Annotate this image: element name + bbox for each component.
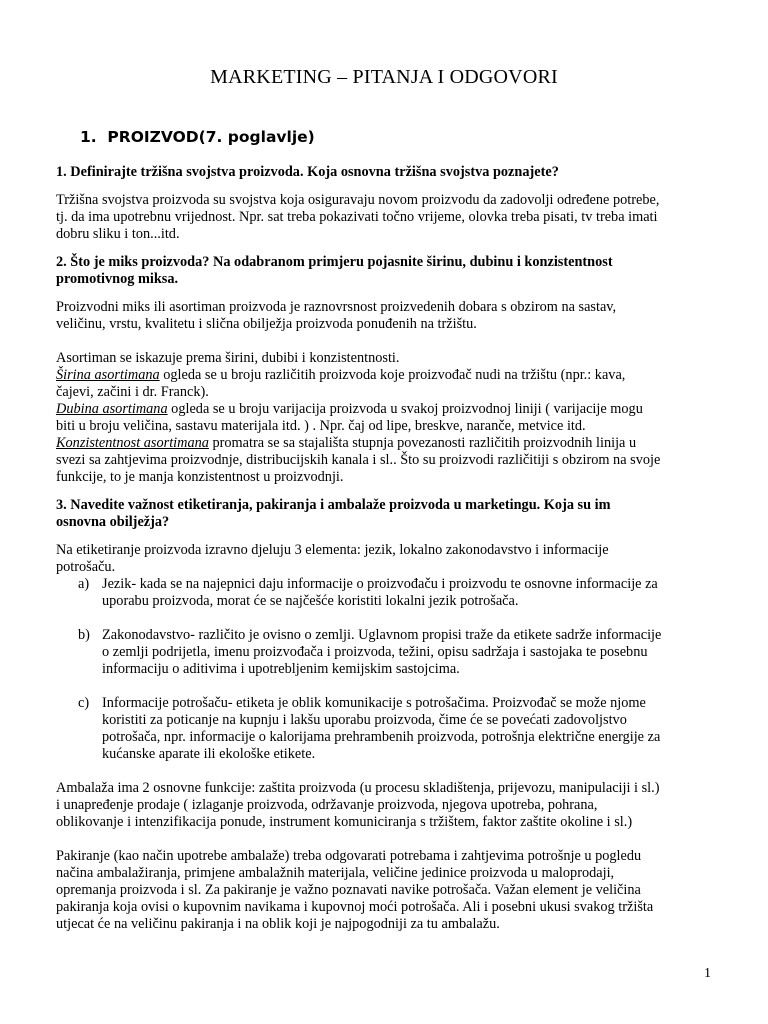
packaging-paragraph <box>56 780 720 831</box>
chapter-heading <box>80 128 315 146</box>
text-fragment: ogleda se u broju varijacija proizvoda u svakoj proizvodnoj liniji ( varijacije mogu <box>167 401 643 417</box>
page-number: 1 <box>704 966 711 981</box>
text-line: načina ambalažiranja, primjene ambalažnih materijala, veličine jedinice proizvoda u maloprodaji, <box>56 865 615 881</box>
text-line: Informacije potrošaču- etiketa je oblik komunikacije s potrošačima. Proizvođač se može njome <box>102 695 646 711</box>
question-2 <box>56 254 720 288</box>
list-item <box>56 627 720 678</box>
text-line: koristiti za poticanje na kupnju i lakšu uporabu proizvoda, čime će se povećati zadovoljstvo <box>102 712 627 728</box>
assortment-width <box>56 367 720 384</box>
assortment-consistency <box>56 435 720 452</box>
text-line: Na etiketiranje proizvoda izravno djeluju 3 elementa: jezik, lokalno zakonodavstvo i informacije <box>56 542 609 558</box>
answer-2-assortment <box>56 350 720 486</box>
text-line: i unapređenje prodaje ( izlaganje proizvoda, održavanje proizvoda, njegova upotreba, pohrana, <box>56 797 598 813</box>
text-line: utjecat će na veličinu pakiranja i na oblik koji je najpogodniji za tu ambalažu. <box>56 916 500 932</box>
text-line: oblikovanje i intenzifikacija ponude, instrument komuniciranja s tržištem, faktor zaštite okoline i sl.) <box>56 814 633 830</box>
text-line: Zakonodavstvo- različito je ovisno o zemlji. Uglavnom propisi traže da etikete sadrže informacije <box>102 627 662 643</box>
chapter-label: PROIZVOD(7. poglavlje) <box>107 128 315 146</box>
text-line: čajevi, začini i dr. Franck). <box>56 384 209 400</box>
list-marker: a) <box>78 576 90 592</box>
text-fragment: promatra se sa stajališta stupnja povezanosti različitih proizvodnih linija u <box>208 435 637 451</box>
question-1: 1. Definirajte tržišna svojstva proizvoda. Koja osnovna tržišna svojstva poznajete? <box>56 164 559 180</box>
document-title: MARKETING – PITANJA I ODGOVORI <box>210 66 558 88</box>
text-line: informaciju o aditivima i upotrebljenim kemijskim sastojcima. <box>102 661 460 677</box>
text-line: potrošaču. <box>56 559 116 575</box>
question-3 <box>56 497 720 531</box>
text-line: uporabu proizvoda, morat će se najčešće koristiti lokalni jezik potrošača. <box>102 593 519 609</box>
text-line: svezi sa zahtjevima proizvodnje, distribucijskih kanala i sl.. Što su proizvodi različitiji s obzirom na svoje <box>56 452 661 468</box>
text-line: kućanske aparate ili ekološke etikete. <box>102 746 316 762</box>
text-line: Tržišna svojstva proizvoda su svojstva koja osiguravaju novom proizvodu da zadovolji određene potrebe, <box>56 192 660 208</box>
list-marker: c) <box>78 695 90 711</box>
text-line: Pakiranje (kao način upotrebe ambalaže) treba odgovarati potrebama i zahtjevima potrošnje u pogledu <box>56 848 642 864</box>
text-line: promotivnog miksa. <box>56 271 179 287</box>
text-line: dobru sliku i ton...itd. <box>56 226 180 242</box>
text-line: o zemlji podrijetla, imenu proizvođača i proizvoda, težini, opisu sadržaja i sastojaka te posebnu <box>102 644 648 660</box>
text-line: Asortiman se iskazuje prema širini, dubibi i konzistentnosti. <box>56 350 400 366</box>
text-line: Jezik- kada se na najepnici daju informacije o proizvođaču i proizvodu te osnovne informacije za <box>102 576 658 592</box>
chapter-number: 1. <box>80 128 97 146</box>
text-line: veličinu, vrstu, kvalitetu i slična obilježja proizvoda ponuđenih na tržištu. <box>56 316 477 332</box>
term-depth: Dubina asortimana <box>56 401 168 417</box>
text-line: 2. Što je miks proizvoda? Na odabranom primjeru pojasnite širinu, dubinu i konzistentnost <box>56 254 613 270</box>
list-item <box>56 695 720 763</box>
text-fragment: ogleda se u broju različitih proizvoda koje proizvođač nudi na tržištu (npr.: kava, <box>159 367 626 383</box>
text-line: Ambalaža ima 2 osnovne funkcije: zaštita proizvoda (u procesu skladištenja, prijevozu, manipulaciji i sl.) <box>56 780 660 796</box>
text-line: 3. Navedite važnost etiketiranja, pakiranja i ambalaže proizvoda u marketingu. Koja su im <box>56 497 611 513</box>
list-marker: b) <box>78 627 90 643</box>
text-line: Proizvodni miks ili asortiman proizvoda je raznovrsnost proizvedenih dobara s obzirom na sastav, <box>56 299 617 315</box>
text-line: osnovna obilježja? <box>56 514 170 530</box>
labeling-elements-list <box>56 576 720 763</box>
list-item <box>56 576 720 610</box>
text-line: pakiranja koja ovisi o kupovnim navikama i kupovnoj moći potrošača. Ali i posebni ukusi svakog tržišta <box>56 899 654 915</box>
text-line: funkcije, to je manja konzistentnost u proizvodnji. <box>56 469 344 485</box>
document-body <box>56 164 720 944</box>
labeling-intro <box>56 542 720 576</box>
text-line: biti u broju veličina, sastavu materijala itd. ) . Npr. čaj od lipe, breskve, naranče, metvice itd. <box>56 418 586 434</box>
term-consistency: Konzistentnost asortimana <box>56 435 209 451</box>
packing-paragraph <box>56 848 720 933</box>
text-line: tj. da ima upotrebnu vrijednost. Npr. sat treba pokazivati točno vrijeme, olovka treba pisati, tv treba imati <box>56 209 658 225</box>
answer-1 <box>56 192 720 243</box>
answer-2-definition <box>56 299 720 333</box>
text-line: potrošača, npr. informacije o kalorijama prehrambenih proizvoda, potrošnja električne energije za <box>102 729 661 745</box>
assortment-depth <box>56 401 720 418</box>
term-width: Širina asortimana <box>56 367 160 383</box>
text-line: opremanja proizvoda i sl. Za pakiranje je važno poznavati navike potrošača. Važan element je veličina <box>56 882 641 898</box>
